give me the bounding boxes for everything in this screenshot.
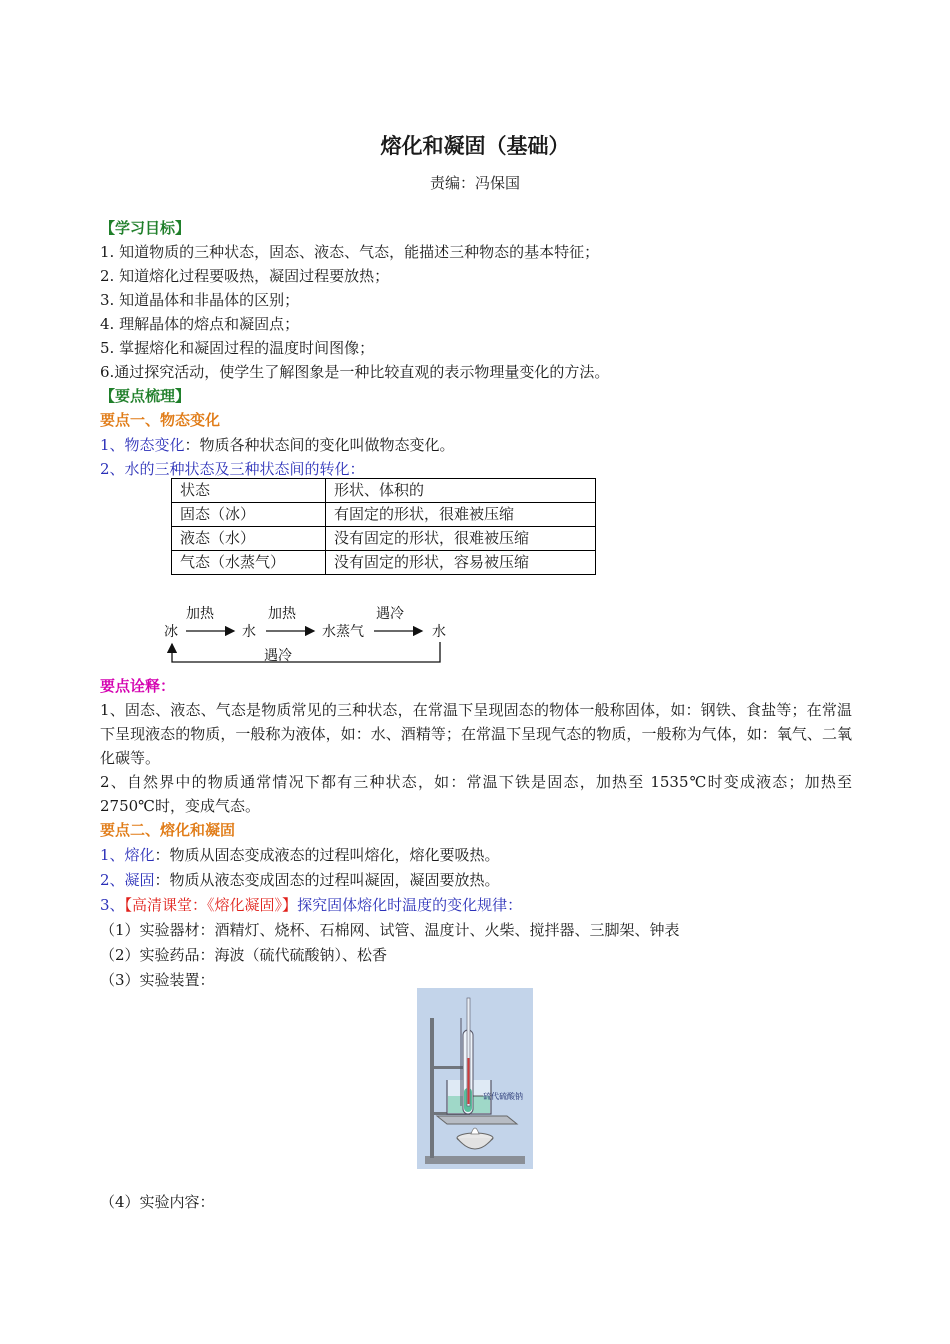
table-cell: 没有固定的形状，容易被压缩 — [326, 551, 596, 575]
term-label: 1、物态变化 — [100, 436, 185, 454]
goal-item: 4. 理解晶体的熔点和凝固点； — [100, 315, 300, 333]
goals-heading: 【学习目标】 — [100, 219, 191, 237]
point2-item3 — [100, 895, 522, 915]
notes-paragraph: 1、固态、液态、气态是物质常见的三种状态，在常温下呈现固态的物体一般称固体，如：钢铁、食盐等；在常温下呈现液态的物质，一般称为液体，如：水、酒精等；在常温下呈现气态的物质，一般称为气体，如：氧气、二氧化碳等。 — [100, 701, 852, 767]
apparatus-image — [417, 988, 533, 1169]
diagram-ice: 冰 — [164, 624, 178, 640]
point1-item1 — [100, 435, 455, 455]
experiment-content: （4）实验内容： — [100, 1193, 215, 1211]
table-row — [172, 551, 596, 575]
term-label: 1、熔化 — [100, 846, 155, 864]
summary-heading: 【要点梳理】 — [100, 387, 191, 405]
diagram-heat-label: 加热 — [186, 606, 214, 622]
item-text: 探究固体熔化时温度的变化规律： — [297, 896, 523, 914]
states-table — [171, 478, 596, 575]
table-cell: 没有固定的形状，很难被压缩 — [326, 527, 596, 551]
diagram-cool-label: 遇冷 — [264, 648, 292, 664]
course-link[interactable]: 【高清课堂：《熔化凝固》】 — [124, 896, 298, 914]
apparatus-label: 硫代硫酸钠 — [483, 1092, 523, 1101]
table-cell: 状态 — [172, 479, 326, 503]
goal-item: 3. 知道晶体和非晶体的区别； — [100, 291, 300, 309]
experiment-setup: （3）实验装置： — [100, 971, 215, 989]
goal-item: 2. 知道熔化过程要吸热，凝固过程要放热； — [100, 267, 390, 285]
notes-paragraph: 2、自然界中的物质通常情况下都有三种状态，如：常温下铁是固态，加热至 1535℃时变成液态；加热至 2750℃时，变成气态。 — [100, 773, 852, 815]
goal-item: 5. 掌握熔化和凝固过程的温度时间图像； — [100, 339, 375, 357]
diagram-heat-label: 加热 — [268, 606, 296, 622]
diagram-return-arrow — [172, 642, 440, 662]
experiment-reagents: （2）实验药品：海波（硫代硫酸钠）、松香 — [100, 946, 388, 964]
goal-item: 6.通过探究活动，使学生了解图象是一种比较直观的表示物理量变化的方法。 — [100, 363, 610, 381]
diagram-water: 水 — [432, 624, 446, 640]
page-title: 熔化和凝固（基础） — [380, 133, 570, 158]
table-cell: 固态（冰） — [172, 503, 326, 527]
term-definition: ：物质各种状态间的变化叫做物态变化。 — [184, 436, 455, 454]
author-line: 责编：冯保国 — [429, 174, 520, 192]
point2-item1 — [100, 845, 500, 865]
diagram-cool-label: 遇冷 — [376, 606, 404, 622]
table-cell: 液态（水） — [172, 527, 326, 551]
experiment-materials: （1）实验器材：酒精灯、烧杯、石棉网、试管、温度计、火柴、搅拌器、三脚架、钟表 — [100, 921, 680, 939]
point1-item2: 2、水的三种状态及三种状态间的转化： — [100, 460, 365, 478]
table-row — [172, 527, 596, 551]
table-row — [172, 503, 596, 527]
diagram-water: 水 — [242, 624, 256, 640]
table-cell: 有固定的形状，很难被压缩 — [326, 503, 596, 527]
term-definition: ：物质从液态变成固态的过程叫凝固，凝固要放热。 — [154, 871, 500, 889]
point2-item2 — [100, 870, 500, 890]
term-definition: ：物质从固态变成液态的过程叫熔化，熔化要吸热。 — [154, 846, 500, 864]
item-number: 3、 — [100, 896, 125, 914]
term-label: 2、凝固 — [100, 871, 155, 889]
notes-heading: 要点诠释： — [100, 677, 176, 695]
table-cell: 气态（水蒸气） — [172, 551, 326, 575]
diagram-vapor: 水蒸气 — [322, 624, 364, 640]
goal-item: 1. 知道物质的三种状态，固态、液态、气态，能描述三种物态的基本特征； — [100, 243, 600, 261]
apparatus-drawing — [417, 988, 533, 1169]
table-cell: 形状、体积的 — [326, 479, 596, 503]
point2-heading: 要点二、熔化和凝固 — [100, 821, 236, 839]
water-state-diagram — [160, 600, 460, 670]
table-row — [172, 479, 596, 503]
point1-heading: 要点一、物态变化 — [100, 411, 221, 429]
